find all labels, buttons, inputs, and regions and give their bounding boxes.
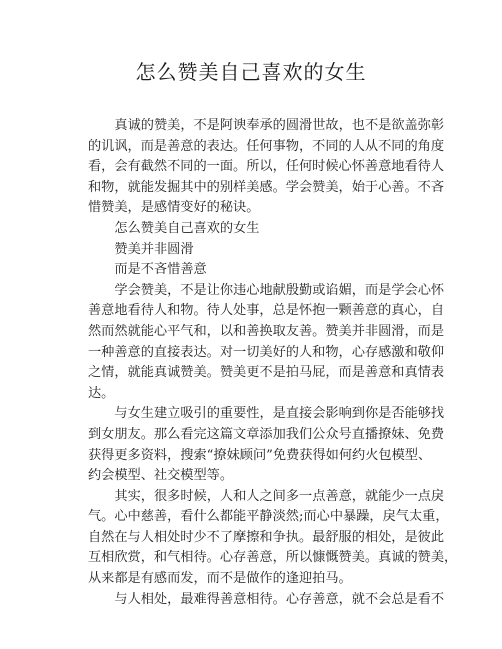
text-line: 然而然就能心平气和，以和善换取友善。赞美并非圆滑，而是 — [88, 323, 445, 339]
paragraph — [88, 487, 458, 590]
subheading-line: 而是不吝惜善意 — [114, 262, 207, 278]
text-line: 学会赞美，不是让你违心地献殷勤或谄媚，而是学会心怀 — [114, 282, 445, 298]
text-line: 惜赞美，是感情变好的秘诀。 — [88, 200, 260, 216]
text-line: 到女朋友。那么看完这篇文章添加我们公众号直播撩妹、免费 — [88, 426, 445, 442]
paragraph — [88, 260, 426, 281]
subheading-line: 怎么赞美自己喜欢的女生 — [114, 220, 260, 236]
paragraph — [88, 116, 445, 219]
text-line: 善意地看待人和物。待人处事，总是怀抱一颗善意的真心，自 — [88, 303, 445, 319]
text-line: 和物，就能发掘其中的别样美感。学会赞美，始于心善。不吝 — [88, 179, 445, 195]
subheading-line: 赞美并非圆滑 — [114, 241, 194, 257]
text-line: 气。心中慈善，看什么都能平静淡然;而心中暴躁，戾气太重， — [88, 509, 449, 525]
text-line: 真诚的赞美，不是阿谀奉承的圆滑世故，也不是欲盖弥彰 — [114, 118, 445, 133]
text-line: 与女生建立吸引的重要性，是直接会影响到你是否能够找 — [114, 406, 445, 422]
page-title: 怎么赞美自己喜欢的女生 — [135, 60, 367, 84]
text-line: 互相欣赏，和气相待。心存善意，所以慷慨赞美。真诚的赞美， — [88, 550, 458, 566]
paragraph — [88, 590, 445, 611]
text-line: 与人相处，最难得善意相待。心存善意，就不会总是看不 — [114, 591, 445, 607]
text-line: 其实，很多时候，人和人之间多一点善意，就能少一点戾 — [114, 488, 445, 504]
paragraph — [88, 404, 445, 486]
text-line: 看，会有截然不同的一面。所以，任何时候心怀善意地看待人 — [88, 159, 445, 175]
text-line: 达。 — [88, 385, 115, 401]
paragraph — [88, 281, 445, 405]
text-line: 从来都是有感而发，而不是做作的逢迎拍马。 — [88, 571, 352, 587]
text-line: 的讥讽，而是善意的表达。任何事物，不同的人从不同的角度 — [88, 138, 445, 154]
paragraph — [88, 240, 426, 261]
text-line: 获得更多资料，搜索“撩妹顾问”免费获得如何约火包模型、 — [88, 447, 432, 463]
text-line: 一种善意的直接表达。对一切美好的人和物，心存感激和敬仰 — [88, 344, 445, 360]
text-line: 自然在与人相处时少不了摩擦和争执。最舒服的相处，是彼此 — [88, 529, 445, 545]
text-line: 约会模型、社交模型等。 — [88, 468, 234, 484]
text-line: 之情，就能真诚赞美。赞美更不是拍马屁，而是善意和真情表 — [88, 365, 445, 381]
document-body — [88, 116, 458, 610]
paragraph — [88, 219, 426, 240]
